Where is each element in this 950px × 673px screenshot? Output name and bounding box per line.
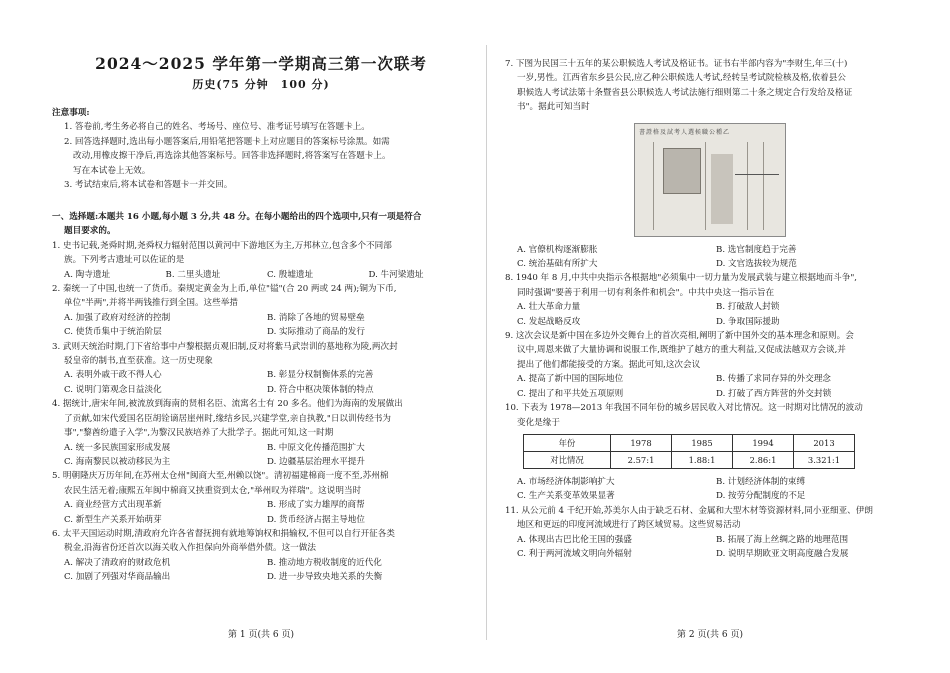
page-divider: [486, 45, 487, 640]
table-cell: 2.86:1: [733, 451, 794, 468]
option-a[interactable]: A. 商业经营方式出现革新: [64, 500, 162, 511]
notice-item: 2. 回答选择题时,选出每小题答案后,用铅笔把答题卡上对应题目的答案标号涂黑。如需: [64, 136, 390, 147]
option-a[interactable]: A. 壮大革命力量: [517, 302, 581, 313]
question-line: 一岁,男性。江西省东乡县公民,应乙种公职候选人考试,经转呈考试院检核及格,依着县公: [517, 73, 846, 84]
options: [505, 475, 915, 504]
table-header-cell: 对比情况: [524, 451, 611, 468]
option-b[interactable]: B. 拓展了海上丝绸之路的地理范围: [716, 534, 849, 545]
question-9: [505, 329, 915, 401]
notice-item: 写在本试卷上无效。: [73, 165, 151, 176]
notice-item: 1. 答卷前,考生务必将自己的姓名、考场号、座位号、准考证号填写在答题卡上。: [64, 122, 370, 133]
table-cell: 1.88:1: [672, 451, 733, 468]
question-4: [52, 397, 470, 469]
option-b[interactable]: B. 推动地方税收制度的近代化: [267, 557, 382, 568]
question-10: [505, 401, 915, 504]
option-a[interactable]: A. 表明外戚干政不得人心: [64, 370, 162, 381]
question-line: 8. 1940 年 8 月,中共中央指示各根据地"必须集中一切力量为发展武装与建立根据地而斗争",: [505, 273, 858, 284]
question-line: 变化是缘于: [517, 417, 560, 428]
option-a[interactable]: A. 提高了新中国的国际地位: [517, 374, 624, 385]
option-c[interactable]: C. 加剧了列强对华商品输出: [64, 572, 171, 583]
right-page: [505, 0, 915, 673]
notice-block: [52, 106, 470, 192]
question-2: [52, 282, 470, 340]
option-c[interactable]: C. 发起战略反攻: [517, 316, 581, 327]
question-11: [505, 504, 915, 562]
option-d[interactable]: D. 争取国际援助: [716, 316, 780, 327]
table-row: [524, 434, 855, 451]
option-d[interactable]: D. 符合中枢决策体制的特点: [267, 384, 374, 395]
question-line: 3. 武则天统治时期,门下省给事中卢黎根据贞观旧制,反对将紫马武崇训的墓地称为陵,两次封: [52, 341, 398, 352]
option-c[interactable]: C. 利于两河流域文明向外辐射: [517, 548, 632, 559]
table-cell: 1994: [733, 434, 794, 451]
options: [52, 498, 470, 527]
certificate-rule: [653, 142, 654, 230]
option-b[interactable]: B. 中原文化传播范围扩大: [267, 442, 365, 453]
income-ratio-table: [523, 434, 855, 469]
table-cell: 2.57:1: [611, 451, 672, 468]
question-3: [52, 340, 470, 398]
question-line: 单位"半两",并将半两钱推行到全国。这些举措: [64, 298, 238, 309]
table-cell: 2013: [794, 434, 855, 451]
option-c[interactable]: C. 海南黎民以被动移民为主: [64, 456, 171, 467]
question-line: 税金,沿海省份还首次以海关收入作担保向外商举借外债。这一做法: [64, 543, 316, 554]
option-a[interactable]: A. 体现出古巴比伦王国的强盛: [517, 534, 632, 545]
question-line: 地区和更远的印度河流域进行了跨区域贸易。这些贸易活动: [517, 520, 741, 531]
question-line: 了贡献,如宋代爱国名臣胡铨谪居崖州时,缘结乡民,兴建学堂,亲自执教,"日以训传经书为: [64, 413, 391, 424]
options: [505, 372, 915, 401]
question-line: 职候选人考试法第十条暨省县公职候选人考试法施行细则第二十条之规定合行发给及格证: [517, 87, 853, 98]
right-question-list: [505, 57, 915, 561]
option-d[interactable]: D. 说明早期欧亚文明高度融合发展: [716, 548, 849, 559]
option-d[interactable]: D. 按劳分配制度的不足: [716, 491, 806, 502]
option-a[interactable]: A. 陶寺遗址: [64, 269, 111, 280]
exam-subtitle: 历史(75 分钟 100 分): [192, 78, 330, 91]
question-line: 1. 史书记载,尧舜时期,尧舜权力辐射范围以黄河中下游地区为主,万邦林立,包含多个不同部: [52, 240, 392, 251]
certificate-photo: [663, 148, 701, 194]
option-b[interactable]: B. 打破敌人封锁: [716, 302, 780, 313]
certificate-seal: [711, 154, 733, 224]
certificate-rule: [763, 142, 764, 230]
options: [505, 243, 915, 272]
option-a[interactable]: A. 解决了清政府的财政危机: [64, 557, 171, 568]
question-5: [52, 469, 470, 527]
section-heading-cont: 题目要求的。: [64, 226, 116, 237]
question-line: 10. 下表为 1978—2013 年我国不同年份的城乡居民收入对比情况。这一时期对比情况的波动: [505, 403, 863, 414]
table-cell: 1985: [672, 434, 733, 451]
table-cell: 3.321:1: [794, 451, 855, 468]
options: [52, 368, 470, 397]
option-d[interactable]: D. 打破了西方阵营的外交封锁: [716, 388, 832, 399]
option-b[interactable]: B. 传播了求同存异的外交理念: [716, 374, 831, 385]
option-b[interactable]: B. 彰显分权制衡体系的完善: [267, 370, 374, 381]
option-b[interactable]: B. 二里头遗址: [165, 269, 221, 280]
question-line: 7. 下图为民国三十五年的某公职候选人考试及格证书。证书右半部内容为"李财生,年三(十): [505, 59, 848, 69]
options: [52, 311, 470, 340]
table-row: [524, 451, 855, 468]
certificate-rule: [735, 174, 779, 175]
page-footer: 第 1 页(共 6 页): [228, 630, 294, 640]
question-line: 族。下列考古遗址可以佐证的是: [64, 255, 185, 266]
option-a[interactable]: A. 统一多民族国家形成发展: [64, 442, 171, 453]
question-1: [52, 239, 470, 282]
option-b[interactable]: B. 形成了实力雄厚的商帮: [267, 500, 365, 511]
question-6: [52, 527, 470, 585]
certificate-rule: [747, 142, 748, 230]
certificate-rule: [705, 142, 706, 230]
option-a[interactable]: A. 官僚机构逐渐膨胀: [517, 244, 598, 255]
left-question-list: [52, 210, 470, 585]
question-line: 同时强调"要善于利用一切有利条件和机会"。中共中央这一指示旨在: [517, 287, 775, 298]
options: [52, 441, 470, 470]
certificate-image: [634, 123, 786, 237]
notice-item: 改动,用橡皮擦干净后,再选涂其他答案标号。回答非选择题时,将答案写在答题卡上。: [73, 151, 391, 162]
question-line: 9. 这次会议是新中国在多边外交舞台上的首次亮相,阐明了新中国外交的基本理念和原则。会: [505, 331, 854, 342]
option-c[interactable]: C. 新型生产关系开始萌芽: [64, 514, 162, 525]
question-line: 6. 太平天国运动时期,清政府允许各省督抚拥有就地筹饷权和捐输权,不但可以自行开征各类: [52, 528, 395, 539]
notice-item: 3. 考试结束后,将本试卷和答题卡一并交回。: [64, 180, 233, 191]
question-7: [505, 57, 915, 271]
question-line: 4. 据统计,唐宋年间,被流放到海南的贤相名臣、流寓名士有 20 多名。他们为海南的发展做出: [52, 399, 403, 410]
exam-title: 2024～2025 学年第一学期高三第一次联考: [95, 54, 427, 73]
question-line: 书"。据此可知当时: [517, 102, 590, 113]
question-line: 2. 秦统一了中国,也统一了货币。秦规定黄金为上币,单位"镒"(合 20 两或 24 两);铜为下币,: [52, 284, 397, 295]
option-c[interactable]: C. 生产关系变革效果显著: [517, 491, 615, 502]
option-d[interactable]: D. 货币经济占据主导地位: [267, 514, 365, 525]
option-b[interactable]: B. 计划经济体制的束缚: [716, 476, 806, 487]
option-d[interactable]: D. 进一步导致央地关系的失衡: [267, 572, 383, 583]
table-header-cell: 年份: [524, 434, 611, 451]
question-line: 议中,周恩来做了大量协调和说服工作,既维护了越方的重大利益,又促成法越双方会谈,并: [517, 345, 846, 356]
question-line: 11. 从公元前 4 千纪开始,苏美尔人由于缺乏石材、金属和大型木材等资源材料,同小亚细亚、伊朗: [505, 505, 873, 516]
question-line: 提出了他们都能接受的方案。据此可知,这次会议: [517, 359, 701, 370]
options: [505, 533, 915, 562]
certificate-header-text: 書證格及試考人選候職公種乙: [639, 128, 731, 136]
question-8: [505, 271, 915, 329]
option-c[interactable]: C. 统治基础有所扩大: [517, 259, 598, 270]
section-heading: 一、选择题:本题共 16 小题,每小题 3 分,共 48 分。在每小题给出的四个选项中,只有一项是符合: [52, 212, 422, 222]
question-line: 事","黎酋纷遣子入学",为黎汉民族培养了大批学子。据此可知,这一时期: [64, 428, 334, 439]
option-b[interactable]: B. 消除了各地的贸易壁垒: [267, 312, 365, 323]
question-line: 5. 明朝隆庆万历年间,在苏州太仓州"闽商大至,州赖以饶"。清初福建棉商一度不至,苏州棉: [52, 471, 389, 482]
option-d[interactable]: D. 文官选拔较为规范: [716, 259, 797, 270]
table-cell: 1978: [611, 434, 672, 451]
option-d[interactable]: D. 牛河梁遗址: [368, 269, 424, 280]
option-c[interactable]: C. 提出了和平共处五项原则: [517, 388, 624, 399]
option-c[interactable]: C. 说明门第观念日益淡化: [64, 384, 162, 395]
option-d[interactable]: D. 边疆基层治理水平提升: [267, 456, 365, 467]
options: [52, 268, 470, 282]
option-b[interactable]: B. 选官制度趋于完善: [716, 244, 797, 255]
question-line: 农民生活无着;康熙五年闽中棉商又挟重资到太仓,"举州叹为祥瑞"。这说明当时: [64, 485, 362, 496]
left-page: [52, 0, 470, 673]
options: [52, 556, 470, 585]
option-a[interactable]: A. 加强了政府对经济的控制: [64, 312, 171, 323]
page-footer: 第 2 页(共 6 页): [677, 630, 743, 640]
question-line: 驳皇帝的制书,直至获准。这一历史现象: [64, 356, 213, 367]
option-d[interactable]: D. 实际推动了商品的发行: [267, 327, 365, 338]
notice-heading: 注意事项:: [52, 108, 90, 118]
option-c[interactable]: C. 使货币集中于统治阶层: [64, 327, 162, 338]
option-a[interactable]: A. 市场经济体制影响扩大: [517, 476, 615, 487]
option-c[interactable]: C. 殷墟遗址: [267, 269, 314, 280]
options: [505, 300, 915, 329]
